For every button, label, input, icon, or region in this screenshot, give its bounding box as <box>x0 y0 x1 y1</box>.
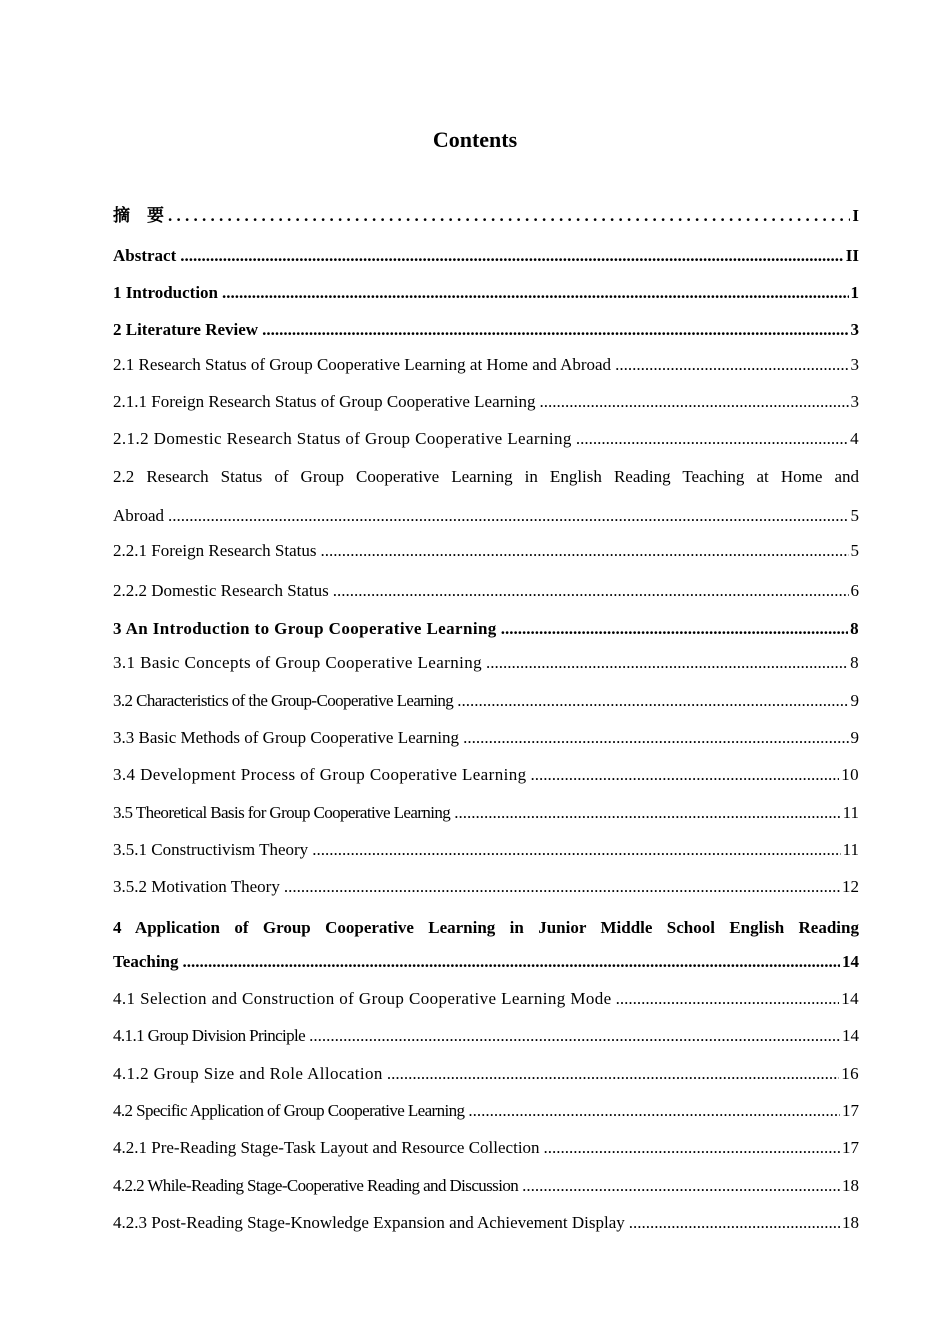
dot-leader <box>454 800 840 826</box>
toc-entry-4-1-1[interactable] <box>113 1023 859 1049</box>
toc-entry-page: 18 <box>842 1213 859 1232</box>
toc-entry-page: 5 <box>850 506 859 525</box>
toc-entry-2-2-1[interactable] <box>113 538 859 564</box>
toc-entry-literature-review[interactable] <box>113 317 859 343</box>
toc-entry-page: 17 <box>842 1101 859 1120</box>
toc-entry-page: 5 <box>850 541 859 560</box>
toc-entry-page: 3 <box>850 355 859 374</box>
dot-leader <box>616 986 840 1012</box>
toc-entry-page: 16 <box>841 1064 859 1083</box>
toc-entry-2-2-2[interactable] <box>113 578 859 604</box>
toc-entry-page: 9 <box>850 691 859 710</box>
dot-leader <box>501 616 848 642</box>
toc-entry-page: 11 <box>842 803 859 822</box>
toc-entry-label: Abstract <box>113 246 177 265</box>
toc-entry-page: 6 <box>850 581 859 600</box>
page-title: Contents <box>432 127 518 152</box>
dot-leader <box>168 503 849 529</box>
toc-entry-2-2[interactable] <box>113 503 859 529</box>
toc-entry-2-1-1[interactable] <box>113 389 859 415</box>
toc-entry-label: 1 Introduction <box>113 283 219 302</box>
toc-entry-introduction[interactable] <box>113 280 859 306</box>
toc-entry-label: 3.4 Development Process of Group Cooperative Learning <box>113 765 527 784</box>
toc-entry-label: 3.1 Basic Concepts of Group Cooperative Learning <box>113 653 483 672</box>
toc-entry-abstract[interactable] <box>113 243 859 269</box>
dot-leader <box>183 949 840 975</box>
dot-leader <box>321 538 849 564</box>
toc-entry-3-5-2[interactable] <box>113 874 859 900</box>
toc-entry-label: 2 Literature Review <box>113 320 259 339</box>
toc-entry-page: 14 <box>841 989 859 1008</box>
toc-entry-4-1-2[interactable] <box>113 1061 859 1087</box>
toc-entry-label: 2.1.2 Domestic Research Status of Group Cooperative Learning <box>113 429 572 448</box>
toc-entry-label: 3.5.1 Constructivism Theory <box>113 840 309 859</box>
toc-entry-label: 4.2.2 While-Reading Stage-Cooperative Reading and Discussion <box>113 1176 519 1195</box>
toc-entry-label: Teaching <box>113 952 179 971</box>
dot-leader <box>222 280 848 306</box>
toc-entry-label: 3 An Introduction to Group Cooperative Learning <box>113 619 497 638</box>
dot-leader <box>457 688 848 714</box>
toc-entry-4-2[interactable] <box>113 1098 859 1124</box>
toc-entry-page: 14 <box>842 952 859 971</box>
toc-entry-label: 2.1 Research Status of Group Cooperative Learning at Home and Abroad <box>113 355 612 374</box>
toc-entry-4-2-1[interactable] <box>113 1135 859 1161</box>
toc-entry-label: 4.1 Selection and Construction of Group Cooperative Learning Mode <box>113 989 612 1008</box>
dot-leader <box>333 578 849 604</box>
toc-entry-page: 3 <box>850 392 859 411</box>
dot-leader <box>387 1061 839 1087</box>
toc-entry-label: 摘 要 <box>113 206 164 225</box>
dot-leader <box>312 837 840 863</box>
dot-leader <box>486 650 848 676</box>
toc-entry-label: 2.2.2 Domestic Research Status <box>113 581 329 600</box>
toc-entry-label: 3.5 Theoretical Basis for Group Cooperative Learning <box>113 803 451 822</box>
toc-entry-page: 18 <box>842 1176 859 1195</box>
dot-leader <box>522 1173 840 1199</box>
dot-leader <box>629 1210 840 1236</box>
dot-leader <box>468 1098 840 1124</box>
toc-entry-3-5-1[interactable] <box>113 837 859 863</box>
dot-leader <box>309 1023 840 1049</box>
dot-leader <box>262 317 848 343</box>
toc-entry-label: 4.1.1 Group Division Principle <box>113 1026 306 1045</box>
toc-entry-label: 3.2 Characteristics of the Group-Cooperative Learning <box>113 691 454 710</box>
toc-entry-2-1-2[interactable] <box>113 426 859 452</box>
toc-entry-page: I <box>852 206 859 225</box>
toc-entry-label: 3.3 Basic Methods of Group Cooperative Learning <box>113 728 460 747</box>
toc-entry-label: 3.5.2 Motivation Theory <box>113 877 280 896</box>
dot-leader <box>284 874 840 900</box>
toc-entry-3-4[interactable] <box>113 762 859 788</box>
toc-entry-page: 11 <box>842 840 859 859</box>
toc-entry-page: 3 <box>850 320 859 339</box>
toc-entry-3-5[interactable] <box>113 800 859 826</box>
dot-leader <box>168 203 850 229</box>
toc-entry-chapter-4[interactable] <box>113 949 859 975</box>
toc-entry-chapter-4-line1[interactable]: 4 Application of Group Cooperative Learning in Junior Middle School English Reading <box>113 918 859 937</box>
dot-leader <box>615 352 848 378</box>
toc-entry-label: 4.2.1 Pre-Reading Stage-Task Layout and Resource Collection <box>113 1138 540 1157</box>
toc-entry-page: 9 <box>850 728 859 747</box>
toc-entry-page: 4 <box>850 429 859 448</box>
toc-entry-2-2-line1[interactable]: 2.2 Research Status of Group Cooperative Learning in English Reading Teaching at Home and <box>113 467 859 486</box>
toc-entry-3-1[interactable] <box>113 650 859 676</box>
toc-entry-page: 14 <box>842 1026 859 1045</box>
dot-leader <box>180 243 844 269</box>
toc-entry-label: 2.2.1 Foreign Research Status <box>113 541 317 560</box>
toc-entry-page: II <box>845 246 859 265</box>
dot-leader <box>540 389 849 415</box>
toc-entry-4-1[interactable] <box>113 986 859 1012</box>
dot-leader <box>531 762 840 788</box>
toc-entry-label: Abroad <box>113 506 164 525</box>
toc-entry-page: 12 <box>842 877 859 896</box>
toc-entry-page: 17 <box>842 1138 859 1157</box>
toc-entry-abstract-chinese[interactable] <box>113 203 859 229</box>
toc-entry-label: 2.1.1 Foreign Research Status of Group Cooperative Learning <box>113 392 536 411</box>
dot-leader <box>463 725 848 751</box>
dot-leader <box>576 426 848 452</box>
toc-entry-page: 1 <box>850 283 859 302</box>
toc-entry-4-2-2[interactable] <box>113 1173 859 1199</box>
toc-entry-label: 4.2 Specific Application of Group Cooperative Learning <box>113 1101 465 1120</box>
toc-entry-3-3[interactable] <box>113 725 859 751</box>
toc-entry-2-1[interactable] <box>113 352 859 378</box>
toc-entry-page: 10 <box>841 765 859 784</box>
toc-entry-page: 8 <box>850 619 859 638</box>
dot-leader <box>544 1135 840 1161</box>
toc-entry-chapter-3[interactable] <box>113 616 859 642</box>
toc-entry-label: 4.2.3 Post-Reading Stage-Knowledge Expansion and Achievement Display <box>113 1213 625 1232</box>
toc-entry-label: 4.1.2 Group Size and Role Allocation <box>113 1064 383 1083</box>
toc-entry-page: 8 <box>850 653 859 672</box>
toc-entry-3-2[interactable] <box>113 688 859 714</box>
toc-entry-4-2-3[interactable] <box>113 1210 859 1236</box>
